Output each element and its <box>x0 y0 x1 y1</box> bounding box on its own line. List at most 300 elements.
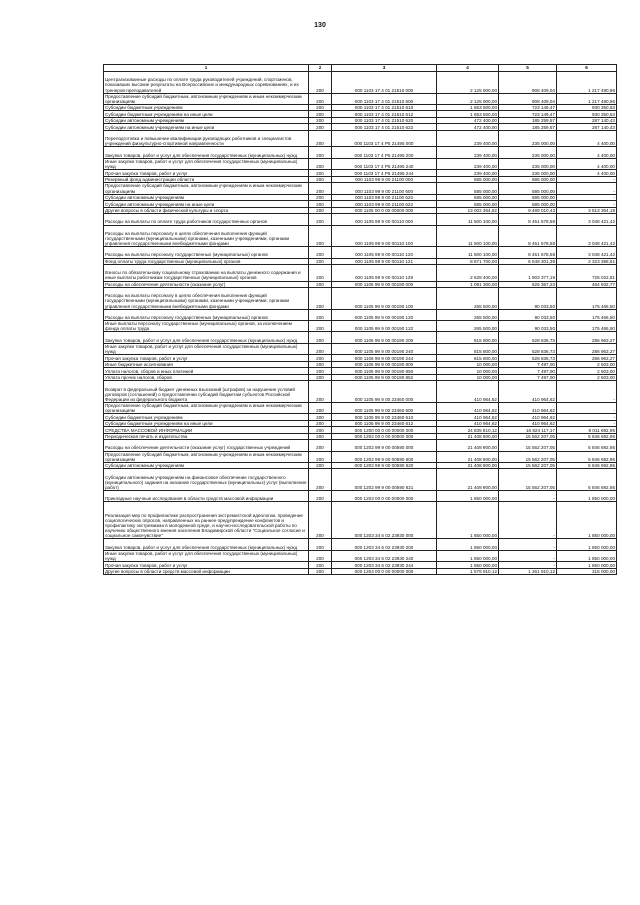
row-code: 200 <box>309 247 332 258</box>
row-unexecuted-amount: 4 400,00 <box>557 130 617 147</box>
row-name: Предоставление субсидий бюджетным, автономным учреждениям и иным некоммерческим организациям <box>104 451 309 462</box>
row-executed-amount: 235 000,00 <box>499 147 557 158</box>
row-approved-amount: 10 000,00 <box>437 374 499 381</box>
row-approved-amount: 21 408 900,00 <box>437 451 499 462</box>
row-unexecuted-amount: - <box>557 420 617 427</box>
table-row <box>104 247 617 258</box>
row-approved-amount: 1 850 000,00 <box>437 550 499 561</box>
row-unexecuted-amount: 286 963,27 <box>557 343 617 354</box>
row-name: Расходы на выплаты персоналу в целях обеспечения выполнения функций государственными (муниципальными) органами, казенными учреждениями, органами управления государственными внебюджетными фондами <box>104 288 309 310</box>
table-row <box>104 194 617 201</box>
row-approved-amount: 239 400,00 <box>437 170 499 177</box>
table-row <box>104 568 617 575</box>
row-unexecuted-amount: 8 011 692,95 <box>557 427 617 434</box>
table-body <box>104 72 617 575</box>
row-approved-amount: 1 653 500,00 <box>437 104 499 111</box>
row-code: 200 <box>309 451 332 462</box>
row-unexecuted-amount: 3 048 421,42 <box>557 247 617 258</box>
row-executed-amount: 528 836,73 <box>499 355 557 362</box>
row-classification-code: 000 1105 99 9 00 00190 244 <box>332 355 437 362</box>
row-executed-amount: 585 000,00 <box>499 201 557 208</box>
row-name: Закупка товаров, работ и услуг для обеспечения государственных (муниципальных) нужд <box>104 539 309 550</box>
row-name: Переподготовка и повышение квалификации руководящих работников и специалистов учреждений физкультурно-спортивной направленности <box>104 130 309 147</box>
budget-execution-table <box>103 64 617 575</box>
row-executed-amount: 585 000,00 <box>499 194 557 201</box>
row-code: 200 <box>309 170 332 177</box>
row-unexecuted-amount: - <box>557 414 617 421</box>
row-classification-code: 000 1202 00 0 00 00000 000 <box>332 433 437 440</box>
row-classification-code: 000 1203 34 6 02 23930 244 <box>332 562 437 569</box>
column-header-2: 2 <box>309 65 332 72</box>
row-code: 200 <box>309 469 332 491</box>
table-row <box>104 332 617 343</box>
table-row <box>104 111 617 118</box>
row-executed-amount: - <box>499 562 557 569</box>
row-name: Реализация мер по профилактике распространения экстремистской идеологии, проведение социологических опросов, направленных на раннее предупреждение конфликтов и профилактику экстремизма в молодежной среде, и научно-исследовательской работы по изучению общественного мнения населения Владимирской области "Социальное согласие и социальное самочувствие" <box>104 502 309 539</box>
table-row <box>104 225 617 247</box>
table-row <box>104 309 617 320</box>
row-name: Расходы на выплаты по оплате труда работников государственных органов <box>104 214 309 225</box>
row-unexecuted-amount: 1 850 000,00 <box>557 502 617 539</box>
row-name: Предоставление субсидий бюджетным, автономным учреждениям и иным некоммерческим организациям <box>104 93 309 104</box>
row-approved-amount: 21 408 900,00 <box>437 433 499 440</box>
row-unexecuted-amount: 2 323 398,61 <box>557 258 617 265</box>
table-row <box>104 117 617 124</box>
row-classification-code: 000 1105 99 9 00 00110 100 <box>332 225 437 247</box>
row-code: 200 <box>309 281 332 288</box>
row-name: СРЕДСТВА МАССОВОЙ ИНФОРМАЦИИ <box>104 427 309 434</box>
row-approved-amount: 265 500,00 <box>437 321 499 332</box>
row-name: Субсидии автономным учреждениям <box>104 462 309 469</box>
table-row <box>104 321 617 332</box>
row-name: Возврат в федеральный бюджет денежных взысканий (штрафов) за нарушение условий договоров (соглашений) о предоставлении субсидий бюджетам субъектов Российской Федерации из федерального бюджета <box>104 381 309 403</box>
row-classification-code: 000 1204 00 0 00 00000 000 <box>332 568 437 575</box>
row-executed-amount: 410 964,62 <box>499 381 557 403</box>
row-executed-amount: 723 149,47 <box>499 104 557 111</box>
row-unexecuted-amount: 286 963,27 <box>557 332 617 343</box>
row-approved-amount: 410 964,62 <box>437 414 499 421</box>
row-name: Прочая закупка товаров, работ и услуг <box>104 355 309 362</box>
row-unexecuted-amount: 1 217 490,96 <box>557 72 617 94</box>
row-approved-amount: 21 408 900,00 <box>437 440 499 451</box>
row-classification-code: 000 1103 99 9 00 21100 600 <box>332 183 437 194</box>
row-code: 200 <box>309 462 332 469</box>
row-executed-amount: 16 824 117,17 <box>499 427 557 434</box>
row-name: Расходы на выплаты персоналу государственных (муниципальных) органов <box>104 247 309 258</box>
row-approved-amount: 11 500 100,00 <box>437 247 499 258</box>
row-executed-amount: 235 000,00 <box>499 170 557 177</box>
row-code: 200 <box>309 104 332 111</box>
row-approved-amount: 1 850 000,00 <box>437 491 499 502</box>
row-approved-amount: 815 800,00 <box>437 343 499 354</box>
row-code: 200 <box>309 124 332 131</box>
row-classification-code: 000 1105 99 9 00 23460 610 <box>332 414 437 421</box>
row-name: Фонд оплаты труда государственных (муниципальных) органов <box>104 258 309 265</box>
row-classification-code: 000 1103 99 9 00 21100 622 <box>332 201 437 208</box>
page-number: 130 <box>314 22 326 29</box>
row-approved-amount: 265 500,00 <box>437 288 499 310</box>
row-unexecuted-amount: 464 932,77 <box>557 281 617 288</box>
row-executed-amount: 7 497,00 <box>499 361 557 368</box>
row-unexecuted-amount: 2 503,00 <box>557 374 617 381</box>
row-name: Другие вопросы в области физической культуры и спорта <box>104 207 309 214</box>
table-row <box>104 550 617 561</box>
column-number-header <box>104 65 617 72</box>
column-header-3: 3 <box>332 65 437 72</box>
row-code: 200 <box>309 420 332 427</box>
row-classification-code: 000 1202 99 9 00 00590 620 <box>332 462 437 469</box>
column-header-4: 4 <box>437 65 499 72</box>
row-executed-amount: - <box>499 502 557 539</box>
row-classification-code: 000 1105 99 9 00 00190 850 <box>332 368 437 375</box>
row-unexecuted-amount: - <box>557 381 617 403</box>
row-approved-amount: 815 800,00 <box>437 332 499 343</box>
row-code: 200 <box>309 130 332 147</box>
row-name: Предоставление субсидий бюджетным, автономным учреждениям и иным некоммерческим организациям <box>104 402 309 413</box>
row-code: 200 <box>309 309 332 320</box>
row-executed-amount: - <box>499 539 557 550</box>
row-name: Уплата прочих налогов, сборов <box>104 374 309 381</box>
row-name: Субсидии бюджетным учреждениям <box>104 104 309 111</box>
row-code: 200 <box>309 183 332 194</box>
row-classification-code: 000 1105 99 9 00 00190 100 <box>332 288 437 310</box>
row-name: Расходы на выплаты персоналу в целях обеспечения выполнения функций государственными (муниципальными) органами, казенными учреждениями, органами управления государственными внебюджетными фондами <box>104 225 309 247</box>
row-approved-amount: 1 850 000,00 <box>437 502 499 539</box>
row-code: 200 <box>309 258 332 265</box>
row-code: 200 <box>309 355 332 362</box>
row-name: Прочая закупка товаров, работ и услуг <box>104 562 309 569</box>
row-approved-amount: 472 400,00 <box>437 124 499 131</box>
row-code: 200 <box>309 72 332 94</box>
table-row <box>104 72 617 94</box>
row-executed-amount: 90 033,50 <box>499 288 557 310</box>
row-executed-amount: 235 000,00 <box>499 158 557 169</box>
table-row <box>104 343 617 354</box>
row-code: 200 <box>309 550 332 561</box>
row-classification-code: 000 1203 34 6 02 23930 000 <box>332 502 437 539</box>
row-classification-code: 000 1202 99 9 00 00590 000 <box>332 440 437 451</box>
row-name: Расходы на обеспечение деятельности (оказание услуг) государственных учреждений <box>104 440 309 451</box>
row-unexecuted-amount: 4 400,00 <box>557 170 617 177</box>
row-code: 200 <box>309 361 332 368</box>
row-name: Субсидии автономным учреждениям на иные цели <box>104 124 309 131</box>
row-code: 200 <box>309 332 332 343</box>
row-unexecuted-amount: 3 513 354,19 <box>557 207 617 214</box>
row-classification-code: 000 1103 17 4 01 21510 612 <box>332 111 437 118</box>
row-name: Расходы на выплаты персоналу государственных (муниципальных) органов <box>104 309 309 320</box>
row-classification-code: 000 1105 99 9 00 00190 122 <box>332 321 437 332</box>
row-classification-code: 000 1103 17 4 01 21510 622 <box>332 124 437 131</box>
row-approved-amount: 11 500 100,00 <box>437 214 499 225</box>
row-executed-amount: 410 964,62 <box>499 420 557 427</box>
row-classification-code: 000 1202 99 9 00 00590 600 <box>332 451 437 462</box>
row-executed-amount: 15 562 207,05 <box>499 462 557 469</box>
row-approved-amount: 13 002 364,62 <box>437 207 499 214</box>
row-approved-amount: 239 400,00 <box>437 158 499 169</box>
row-approved-amount: 2 125 900,00 <box>437 93 499 104</box>
row-classification-code: 000 1103 17 4 P5 21495 240 <box>332 158 437 169</box>
table-row <box>104 402 617 413</box>
row-classification-code: 000 1103 99 9 00 21100 620 <box>332 194 437 201</box>
table-row <box>104 469 617 491</box>
row-unexecuted-amount: 175 466,50 <box>557 288 617 310</box>
row-code: 200 <box>309 93 332 104</box>
row-approved-amount: 1 850 000,00 <box>437 539 499 550</box>
row-code: 200 <box>309 539 332 550</box>
row-executed-amount: 7 497,00 <box>499 368 557 375</box>
row-executed-amount: 585 000,00 <box>499 183 557 194</box>
table-row <box>104 214 617 225</box>
table-row <box>104 130 617 147</box>
row-classification-code: 000 1103 17 4 01 21510 000 <box>332 72 437 94</box>
row-approved-amount: 239 400,00 <box>437 147 499 158</box>
row-executed-amount: 185 259,57 <box>499 117 557 124</box>
table-row <box>104 170 617 177</box>
row-code: 200 <box>309 117 332 124</box>
row-executed-amount: 90 033,50 <box>499 309 557 320</box>
row-unexecuted-amount: 1 850 000,00 <box>557 562 617 569</box>
row-code: 200 <box>309 207 332 214</box>
row-approved-amount: 21 408 900,00 <box>437 469 499 491</box>
row-executed-amount: 6 548 301,39 <box>499 258 557 265</box>
row-code: 200 <box>309 201 332 208</box>
row-code: 200 <box>309 440 332 451</box>
row-executed-amount: 723 149,47 <box>499 111 557 118</box>
row-classification-code: 000 1105 00 0 00 00000 000 <box>332 207 437 214</box>
row-approved-amount: 585 000,00 <box>437 194 499 201</box>
row-executed-amount: 7 497,00 <box>499 374 557 381</box>
row-unexecuted-amount: 930 350,53 <box>557 104 617 111</box>
row-classification-code: 000 1105 99 9 00 00190 240 <box>332 343 437 354</box>
row-executed-amount: 15 562 207,05 <box>499 469 557 491</box>
row-code: 200 <box>309 368 332 375</box>
row-unexecuted-amount: 5 846 692,95 <box>557 469 617 491</box>
row-approved-amount: 472 400,00 <box>437 117 499 124</box>
table-row <box>104 440 617 451</box>
row-code: 200 <box>309 374 332 381</box>
table-row <box>104 207 617 214</box>
row-code: 200 <box>309 414 332 421</box>
row-approved-amount: 1 091 300,00 <box>437 281 499 288</box>
row-code: 200 <box>309 562 332 569</box>
row-code: 200 <box>309 194 332 201</box>
table-row <box>104 451 617 462</box>
table-row <box>104 433 617 440</box>
row-classification-code: 000 1105 99 9 00 00190 852 <box>332 374 437 381</box>
row-name: Субсидии автономным учреждениям на иные цели <box>104 201 309 208</box>
row-classification-code: 000 1202 99 9 00 00590 621 <box>332 469 437 491</box>
row-approved-amount: 1 653 500,00 <box>437 111 499 118</box>
row-executed-amount: 185 259,57 <box>499 124 557 131</box>
row-unexecuted-amount: 1 850 000,00 <box>557 539 617 550</box>
row-unexecuted-amount: 3 048 421,42 <box>557 214 617 225</box>
row-executed-amount: 15 562 207,05 <box>499 451 557 462</box>
row-executed-amount: 8 451 678,58 <box>499 214 557 225</box>
table-row <box>104 201 617 208</box>
table-row <box>104 93 617 104</box>
row-name: Периодическая печать и издательства <box>104 433 309 440</box>
row-name: Уплата налогов, сборов и иных платежей <box>104 368 309 375</box>
column-header-1: 1 <box>104 65 309 72</box>
row-name: Субсидии бюджетным учреждениям <box>104 414 309 421</box>
row-unexecuted-amount: - <box>557 176 617 183</box>
row-code: 200 <box>309 111 332 118</box>
row-executed-amount: 908 409,04 <box>499 72 557 94</box>
row-unexecuted-amount: 725 022,81 <box>557 265 617 282</box>
row-name: Субсидии автономным учреждениям <box>104 117 309 124</box>
row-approved-amount: 239 400,00 <box>437 130 499 147</box>
row-unexecuted-amount: - <box>557 201 617 208</box>
table-row <box>104 176 617 183</box>
row-unexecuted-amount: 287 140,43 <box>557 124 617 131</box>
row-executed-amount: - <box>499 550 557 561</box>
row-approved-amount: 10 000,00 <box>437 361 499 368</box>
table-row <box>104 281 617 288</box>
row-unexecuted-amount: - <box>557 194 617 201</box>
table-row <box>104 124 617 131</box>
row-name: Субсидии автономным учреждениям на финансовое обеспечение государственного (муниципального) задания на оказание государственных (муниципальных) услуг (выполнение работ) <box>104 469 309 491</box>
table-row <box>104 427 617 434</box>
row-name: Расходы на обеспечение деятельности (оказание услуг) <box>104 281 309 288</box>
row-approved-amount: 265 500,00 <box>437 309 499 320</box>
row-approved-amount: 2 628 400,00 <box>437 265 499 282</box>
row-classification-code: 000 1103 17 4 01 21510 610 <box>332 104 437 111</box>
row-classification-code: 000 1103 17 4 P5 21495 244 <box>332 170 437 177</box>
row-code: 200 <box>309 568 332 575</box>
table-row <box>104 491 617 502</box>
table-row <box>104 183 617 194</box>
row-name: Предоставление субсидий бюджетным, автономным учреждениям и иным некоммерческим организациям <box>104 183 309 194</box>
row-unexecuted-amount: 175 466,50 <box>557 321 617 332</box>
table-row <box>104 158 617 169</box>
row-unexecuted-amount: 5 846 692,95 <box>557 440 617 451</box>
row-approved-amount: 2 125 900,00 <box>437 72 499 94</box>
row-approved-amount: 410 964,62 <box>437 420 499 427</box>
row-unexecuted-amount: 4 400,00 <box>557 158 617 169</box>
row-classification-code: 000 1105 99 9 00 23460 612 <box>332 420 437 427</box>
row-classification-code: 000 1105 99 9 00 00110 120 <box>332 247 437 258</box>
row-unexecuted-amount: - <box>557 402 617 413</box>
row-unexecuted-amount: 175 466,50 <box>557 309 617 320</box>
table-row <box>104 462 617 469</box>
row-unexecuted-amount: 315 000,00 <box>557 568 617 575</box>
table-row <box>104 147 617 158</box>
row-unexecuted-amount: 2 503,00 <box>557 361 617 368</box>
row-approved-amount: 10 000,00 <box>437 368 499 375</box>
row-approved-amount: 11 500 100,00 <box>437 225 499 247</box>
row-classification-code: 000 1203 34 6 02 23930 200 <box>332 539 437 550</box>
row-unexecuted-amount: 286 963,27 <box>557 355 617 362</box>
table-row <box>104 381 617 403</box>
row-executed-amount: 235 000,00 <box>499 130 557 147</box>
row-code: 200 <box>309 402 332 413</box>
row-name: Резервный фонд администрации области <box>104 176 309 183</box>
table-row <box>104 502 617 539</box>
row-executed-amount: 410 964,62 <box>499 402 557 413</box>
row-unexecuted-amount: 1 217 490,96 <box>557 93 617 104</box>
row-classification-code: 000 1105 99 9 00 00110 129 <box>332 265 437 282</box>
row-code: 200 <box>309 433 332 440</box>
row-name: Иные закупки товаров, работ и услуг для обеспечения государственных (муниципальных) нужд <box>104 158 309 169</box>
row-name: Другие вопросы в области средств массовой информации <box>104 568 309 575</box>
row-code: 200 <box>309 427 332 434</box>
table-row <box>104 104 617 111</box>
row-name: Субсидии автономным учреждениям <box>104 194 309 201</box>
row-approved-amount: 585 000,00 <box>437 183 499 194</box>
row-code: 200 <box>309 265 332 282</box>
row-name: Централизованные расходы по оплате труда руководителей учреждений, спортсменов, показавших высокие результаты на Всероссийских и международных соревнованиях, и их тренеров-преподавателей <box>104 72 309 94</box>
row-classification-code: 000 1105 99 9 00 00110 121 <box>332 258 437 265</box>
row-unexecuted-amount: 5 846 692,95 <box>557 433 617 440</box>
row-approved-amount: 815 800,00 <box>437 355 499 362</box>
row-executed-amount: 528 836,73 <box>499 332 557 343</box>
row-approved-amount: 8 871 700,00 <box>437 258 499 265</box>
row-executed-amount: 15 562 207,05 <box>499 433 557 440</box>
row-name: Субсидии бюджетным учреждениям на иные цели <box>104 111 309 118</box>
row-name: Взносы по обязательному социальному страхованию на выплаты денежного содержания и иные выплаты работникам государственных (муниципальных) органов <box>104 265 309 282</box>
row-executed-amount: 908 409,04 <box>499 93 557 104</box>
row-classification-code: 000 1105 99 9 00 23460 000 <box>332 381 437 403</box>
row-name: Иные выплаты персоналу государственных (муниципальных) органов, за исключением фонда оплаты труда <box>104 321 309 332</box>
table-row <box>104 258 617 265</box>
row-code: 200 <box>309 225 332 247</box>
row-classification-code: 000 1105 99 9 00 23460 600 <box>332 402 437 413</box>
row-approved-amount: 585 000,00 <box>437 201 499 208</box>
table-row <box>104 539 617 550</box>
row-unexecuted-amount: 1 850 000,00 <box>557 491 617 502</box>
row-code: 200 <box>309 158 332 169</box>
row-name: Иные закупки товаров, работ и услуг для обеспечения государственных (муниципальных) нужд <box>104 343 309 354</box>
row-classification-code: 000 1103 17 4 P5 21495 000 <box>332 130 437 147</box>
row-unexecuted-amount: 3 048 421,42 <box>557 225 617 247</box>
row-name: Прикладные научные исследования в области средств массовой информации <box>104 491 309 502</box>
row-name: Иные закупки товаров, работ и услуг для обеспечения государственных (муниципальных) нужд <box>104 550 309 561</box>
row-code: 200 <box>309 381 332 403</box>
row-unexecuted-amount: 5 846 692,95 <box>557 462 617 469</box>
row-approved-amount: 1 576 910,12 <box>437 568 499 575</box>
row-code: 200 <box>309 288 332 310</box>
row-executed-amount: 585 000,00 <box>499 176 557 183</box>
row-classification-code: 000 1105 99 9 00 00190 200 <box>332 332 437 343</box>
row-classification-code: 000 1105 99 9 00 00110 000 <box>332 214 437 225</box>
row-classification-code: 000 1203 34 6 02 23930 240 <box>332 550 437 561</box>
row-code: 200 <box>309 176 332 183</box>
row-classification-code: 000 1105 99 9 00 00190 000 <box>332 281 437 288</box>
row-classification-code: 000 1103 17 4 01 21510 600 <box>332 93 437 104</box>
row-name: Иные бюджетные ассигнования <box>104 361 309 368</box>
row-name: Закупка товаров, работ и услуг для обеспечения государственных (муниципальных) нужд <box>104 147 309 158</box>
row-unexecuted-amount: 930 350,53 <box>557 111 617 118</box>
row-code: 200 <box>309 321 332 332</box>
row-unexecuted-amount: 4 400,00 <box>557 147 617 158</box>
row-executed-amount: 410 964,62 <box>499 414 557 421</box>
row-approved-amount: 21 408 900,00 <box>437 462 499 469</box>
row-code: 200 <box>309 214 332 225</box>
row-classification-code: 000 1105 99 9 00 00190 800 <box>332 361 437 368</box>
row-name: Прочая закупка товаров, работ и услуг <box>104 170 309 177</box>
row-executed-amount: - <box>499 491 557 502</box>
row-classification-code: 000 1103 17 4 P5 21495 200 <box>332 147 437 158</box>
row-code: 200 <box>309 343 332 354</box>
table-row <box>104 420 617 427</box>
row-approved-amount: 410 964,62 <box>437 381 499 403</box>
row-executed-amount: 15 562 207,05 <box>499 440 557 451</box>
row-unexecuted-amount: 2 503,00 <box>557 368 617 375</box>
row-name: Закупка товаров, работ и услуг для обеспечения государственных (муниципальных) нужд <box>104 332 309 343</box>
table-row <box>104 265 617 282</box>
row-approved-amount: 24 835 810,12 <box>437 427 499 434</box>
row-unexecuted-amount: 1 850 000,00 <box>557 550 617 561</box>
